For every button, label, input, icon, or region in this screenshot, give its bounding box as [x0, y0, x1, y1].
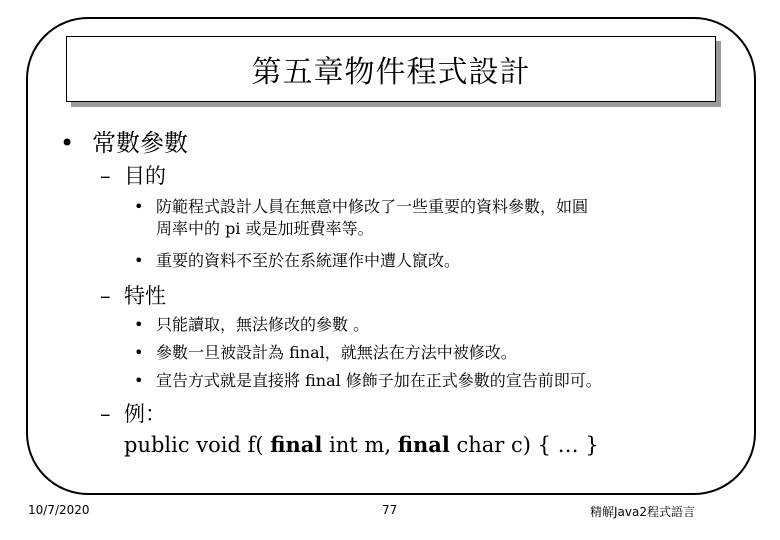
- list-item-text: 周率中的 pi 或是加班費率等。: [156, 219, 374, 238]
- section-purpose: [100, 160, 166, 190]
- bullet-level3: •: [134, 343, 144, 362]
- heading-text: 常數參數: [92, 129, 188, 157]
- list-item: [134, 194, 588, 217]
- code-part: public void f(: [124, 433, 271, 457]
- slide-title: 第五章物件程式設計: [251, 55, 531, 90]
- list-item-text: 參數一旦被設計為 final，就無法在方法中被修改。: [156, 343, 517, 362]
- code-part: char c) { … }: [449, 433, 599, 457]
- bullet-level2: –: [100, 164, 111, 188]
- bullet-level2: –: [100, 402, 111, 426]
- bullet-level1: •: [60, 129, 75, 157]
- bullet-level2: –: [100, 284, 111, 308]
- code-part: int m,: [322, 433, 398, 457]
- code-keyword: final: [397, 432, 450, 457]
- section-label: 例：: [124, 402, 166, 426]
- list-item-continuation: [156, 216, 374, 239]
- bullet-level3: •: [134, 251, 144, 270]
- list-item-text: 只能讀取，無法修改的參數 。: [156, 315, 370, 334]
- footer-page-number: 77: [382, 503, 398, 517]
- code-example: [124, 432, 599, 457]
- list-item: [134, 340, 517, 363]
- section-features: [100, 280, 166, 310]
- title-box: [66, 36, 716, 102]
- code-keyword: final: [270, 432, 323, 457]
- bullet-level3: •: [134, 315, 144, 334]
- bullet-level3: •: [134, 197, 144, 216]
- bullet-level3: •: [134, 371, 144, 390]
- footer-course: 精解Java2程式語言: [590, 505, 695, 519]
- list-item-text: 宣告方式就是直接將 final 修飾子加在正式參數的宣告前即可。: [156, 371, 602, 390]
- section-label: 特性: [124, 284, 166, 308]
- list-item-text: 重要的資料不至於在系統運作中遭人竄改。: [156, 251, 461, 270]
- list-item: [134, 248, 460, 271]
- footer-date: 10/7/2020: [28, 503, 90, 517]
- list-item-text: 防範程式設計人員在無意中修改了一些重要的資料參數，如圓: [156, 197, 589, 216]
- section-label: 目的: [124, 164, 166, 188]
- list-item: [134, 368, 602, 391]
- list-item: [134, 312, 369, 335]
- heading-row: [60, 123, 188, 158]
- section-example: [100, 398, 166, 428]
